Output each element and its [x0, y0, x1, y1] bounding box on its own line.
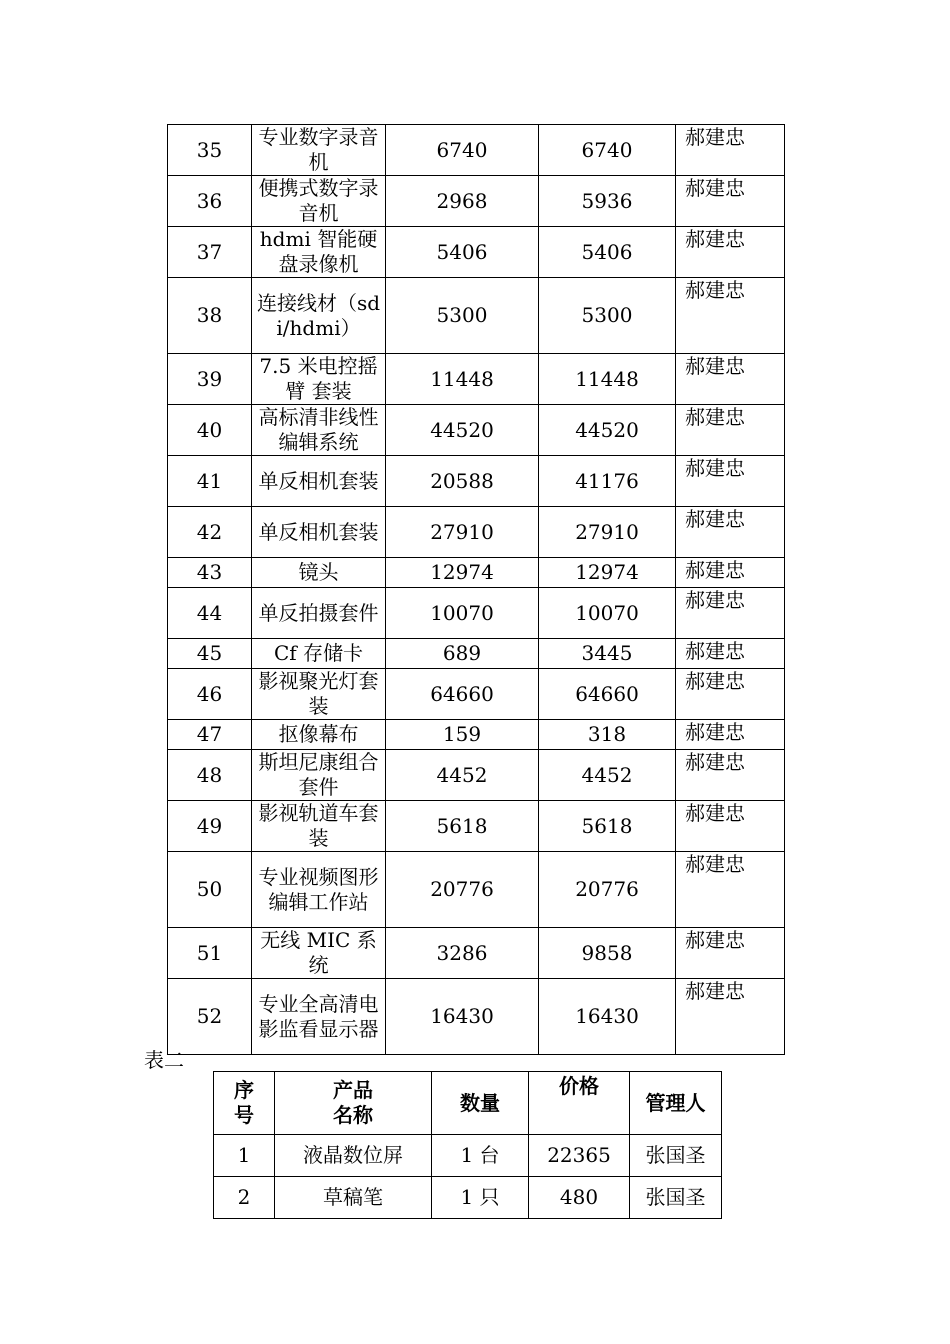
item-total: 20776 [539, 852, 676, 928]
table-row [168, 639, 785, 669]
item-price: 689 [386, 639, 539, 669]
table-row [168, 588, 785, 639]
item-no: 42 [168, 507, 252, 558]
item-manager: 郝建忠 [676, 405, 785, 456]
item-total: 5300 [539, 278, 676, 354]
table-row [168, 750, 785, 801]
product-table-header-row [214, 1072, 722, 1135]
item-no: 45 [168, 639, 252, 669]
item-manager: 郝建忠 [676, 750, 785, 801]
product-no: 1 [214, 1135, 275, 1177]
item-manager: 郝建忠 [676, 669, 785, 720]
item-manager: 郝建忠 [676, 125, 785, 176]
item-manager: 郝建忠 [676, 801, 785, 852]
table-row [168, 227, 785, 278]
table-row [168, 507, 785, 558]
product-price: 480 [529, 1177, 630, 1219]
table-row [168, 405, 785, 456]
table-row [168, 669, 785, 720]
item-total: 11448 [539, 354, 676, 405]
item-manager: 郝建忠 [676, 558, 785, 588]
product-name: 草稿笔 [275, 1177, 432, 1219]
item-name: 专业视频图形编辑工作站 [252, 852, 386, 928]
item-name: 高标清非线性编辑系统 [252, 405, 386, 456]
item-manager: 郝建忠 [676, 928, 785, 979]
item-manager: 郝建忠 [676, 227, 785, 278]
table-row [168, 720, 785, 750]
item-name: 单反拍摄套件 [252, 588, 386, 639]
item-price: 44520 [386, 405, 539, 456]
item-no: 40 [168, 405, 252, 456]
item-name: hdmi 智能硬盘录像机 [252, 227, 386, 278]
item-total: 6740 [539, 125, 676, 176]
equipment-table [167, 124, 785, 1055]
item-manager: 郝建忠 [676, 852, 785, 928]
item-no: 51 [168, 928, 252, 979]
item-name: 影视轨道车套装 [252, 801, 386, 852]
item-manager: 郝建忠 [676, 354, 785, 405]
table2-caption: 表二 [144, 1048, 184, 1072]
product-qty: 1 台 [432, 1135, 529, 1177]
table-row [168, 558, 785, 588]
item-total: 9858 [539, 928, 676, 979]
item-price: 16430 [386, 979, 539, 1055]
item-name: 无线 MIC 系统 [252, 928, 386, 979]
item-total: 64660 [539, 669, 676, 720]
item-manager: 郝建忠 [676, 979, 785, 1055]
item-name: 专业全高清电影监看显示器 [252, 979, 386, 1055]
item-price: 64660 [386, 669, 539, 720]
table-row [168, 928, 785, 979]
item-name: 斯坦尼康组合套件 [252, 750, 386, 801]
item-no: 43 [168, 558, 252, 588]
table-row [168, 801, 785, 852]
item-price: 11448 [386, 354, 539, 405]
item-total: 10070 [539, 588, 676, 639]
table-row [168, 278, 785, 354]
item-manager: 郝建忠 [676, 639, 785, 669]
product-table [213, 1071, 722, 1219]
item-no: 44 [168, 588, 252, 639]
item-no: 50 [168, 852, 252, 928]
item-total: 4452 [539, 750, 676, 801]
item-total: 44520 [539, 405, 676, 456]
item-no: 36 [168, 176, 252, 227]
item-total: 3445 [539, 639, 676, 669]
item-no: 46 [168, 669, 252, 720]
item-manager: 郝建忠 [676, 456, 785, 507]
product-table-body [214, 1135, 722, 1219]
header-name: 产品名称 [275, 1072, 432, 1135]
item-total: 5618 [539, 801, 676, 852]
item-price: 27910 [386, 507, 539, 558]
item-no: 52 [168, 979, 252, 1055]
item-price: 2968 [386, 176, 539, 227]
item-name: 专业数字录音机 [252, 125, 386, 176]
table-row [168, 176, 785, 227]
header-no: 序号 [214, 1072, 275, 1135]
item-no: 35 [168, 125, 252, 176]
item-name: 7.5 米电控摇臂 套装 [252, 354, 386, 405]
header-manager: 管理人 [630, 1072, 722, 1135]
item-price: 5300 [386, 278, 539, 354]
item-manager: 郝建忠 [676, 278, 785, 354]
equipment-table-body [168, 125, 785, 1055]
item-name: 影视聚光灯套装 [252, 669, 386, 720]
item-no: 37 [168, 227, 252, 278]
item-total: 27910 [539, 507, 676, 558]
item-no: 49 [168, 801, 252, 852]
item-name: Cf 存储卡 [252, 639, 386, 669]
table-row [168, 852, 785, 928]
item-total: 5936 [539, 176, 676, 227]
header-price: 价格 [529, 1072, 630, 1135]
item-price: 10070 [386, 588, 539, 639]
table-row [214, 1177, 722, 1219]
item-price: 12974 [386, 558, 539, 588]
item-price: 4452 [386, 750, 539, 801]
item-name: 连接线材（sdi/hdmi） [252, 278, 386, 354]
item-manager: 郝建忠 [676, 176, 785, 227]
item-no: 41 [168, 456, 252, 507]
product-price: 22365 [529, 1135, 630, 1177]
item-price: 20776 [386, 852, 539, 928]
item-name: 抠像幕布 [252, 720, 386, 750]
item-name: 单反相机套装 [252, 456, 386, 507]
item-no: 39 [168, 354, 252, 405]
product-name: 液晶数位屏 [275, 1135, 432, 1177]
item-price: 5618 [386, 801, 539, 852]
table-row [168, 354, 785, 405]
header-qty: 数量 [432, 1072, 529, 1135]
table-row [214, 1135, 722, 1177]
item-price: 6740 [386, 125, 539, 176]
item-price: 159 [386, 720, 539, 750]
item-total: 318 [539, 720, 676, 750]
product-no: 2 [214, 1177, 275, 1219]
item-name: 单反相机套装 [252, 507, 386, 558]
item-no: 38 [168, 278, 252, 354]
product-manager: 张国圣 [630, 1177, 722, 1219]
product-manager: 张国圣 [630, 1135, 722, 1177]
item-no: 48 [168, 750, 252, 801]
item-price: 3286 [386, 928, 539, 979]
item-total: 5406 [539, 227, 676, 278]
item-total: 41176 [539, 456, 676, 507]
table-row [168, 125, 785, 176]
item-total: 16430 [539, 979, 676, 1055]
item-name: 便携式数字录音机 [252, 176, 386, 227]
item-manager: 郝建忠 [676, 588, 785, 639]
item-manager: 郝建忠 [676, 507, 785, 558]
product-qty: 1 只 [432, 1177, 529, 1219]
table-row [168, 456, 785, 507]
item-manager: 郝建忠 [676, 720, 785, 750]
item-name: 镜头 [252, 558, 386, 588]
item-no: 47 [168, 720, 252, 750]
item-price: 20588 [386, 456, 539, 507]
item-total: 12974 [539, 558, 676, 588]
item-price: 5406 [386, 227, 539, 278]
table-row [168, 979, 785, 1055]
